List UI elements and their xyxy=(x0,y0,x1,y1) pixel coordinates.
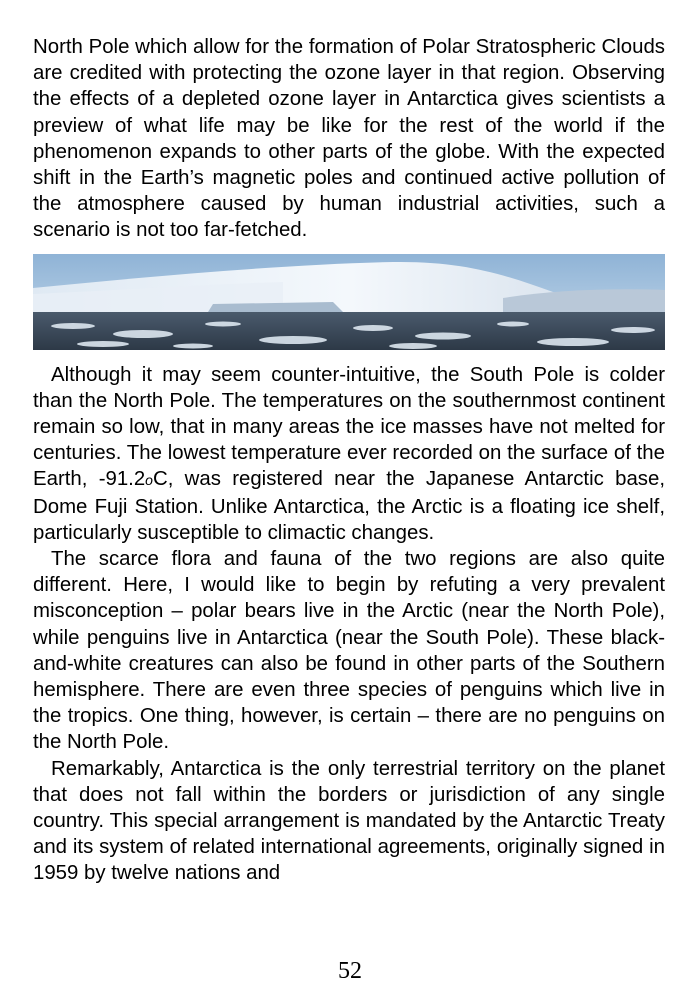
paragraph-antarctic-treaty: Remarkably, Antarctica is the only terrestrial territory on the planet that does not fall within the borders or jurisdiction of any single country. This special arrangement is mandated by the Antarctic Treaty and its system of related international agreements, originally signed in 1959 by twelve nations and xyxy=(33,757,665,885)
antarctic-landscape-photo xyxy=(33,254,665,350)
paragraph-south-pole xyxy=(33,362,665,546)
page-number: 52 xyxy=(338,958,362,984)
paragraph-ozone: North Pole which allow for the formation of Polar Stratospheric Clouds are credited with protecting the ozone layer in that region. Observing the effects of a depleted ozone layer in Antarctica gives scientists a preview of what life may be like for the rest of the world if the phenomenon expands to other parts of the globe. With the expected shift in the Earth’s magnetic poles and continued active pollution of the atmosphere caused by human industrial activities, such a scenario is not too far-fetched. xyxy=(33,36,665,242)
degree-symbol: o xyxy=(145,472,153,489)
document-page xyxy=(33,34,665,887)
paragraph-flora-fauna: The scarce flora and fauna of the two regions are also quite different. Here, I would like to begin by refuting a very prevalent misconception – polar bears live in the Arctic (near the North Pole), while penguins live in Antarctica (near the South Pole). These black-and-white creatures can also be found in other parts of the Southern hemisphere. There are even three species of penguins which live in the tropics. One thing, however, is certain – there are no penguins on the North Pole. xyxy=(33,548,665,754)
paragraph-south-pole-end: C, was registered near the Japanese Antarctic base, Dome Fuji Station. Unlike Antarctica, the Arctic is a floating ice shelf, particularly susceptible to climactic changes. xyxy=(33,468,665,544)
paragraph-south-pole-start: Although it may seem counter-intuitive, the South Pole is colder than the North Pole. The temperatures on the southernmost continent remain so low, that in many areas the ice masses have not melted for centuries. The lowest temperature ever recorded on the surface of the Earth, -91.2 xyxy=(33,363,665,491)
